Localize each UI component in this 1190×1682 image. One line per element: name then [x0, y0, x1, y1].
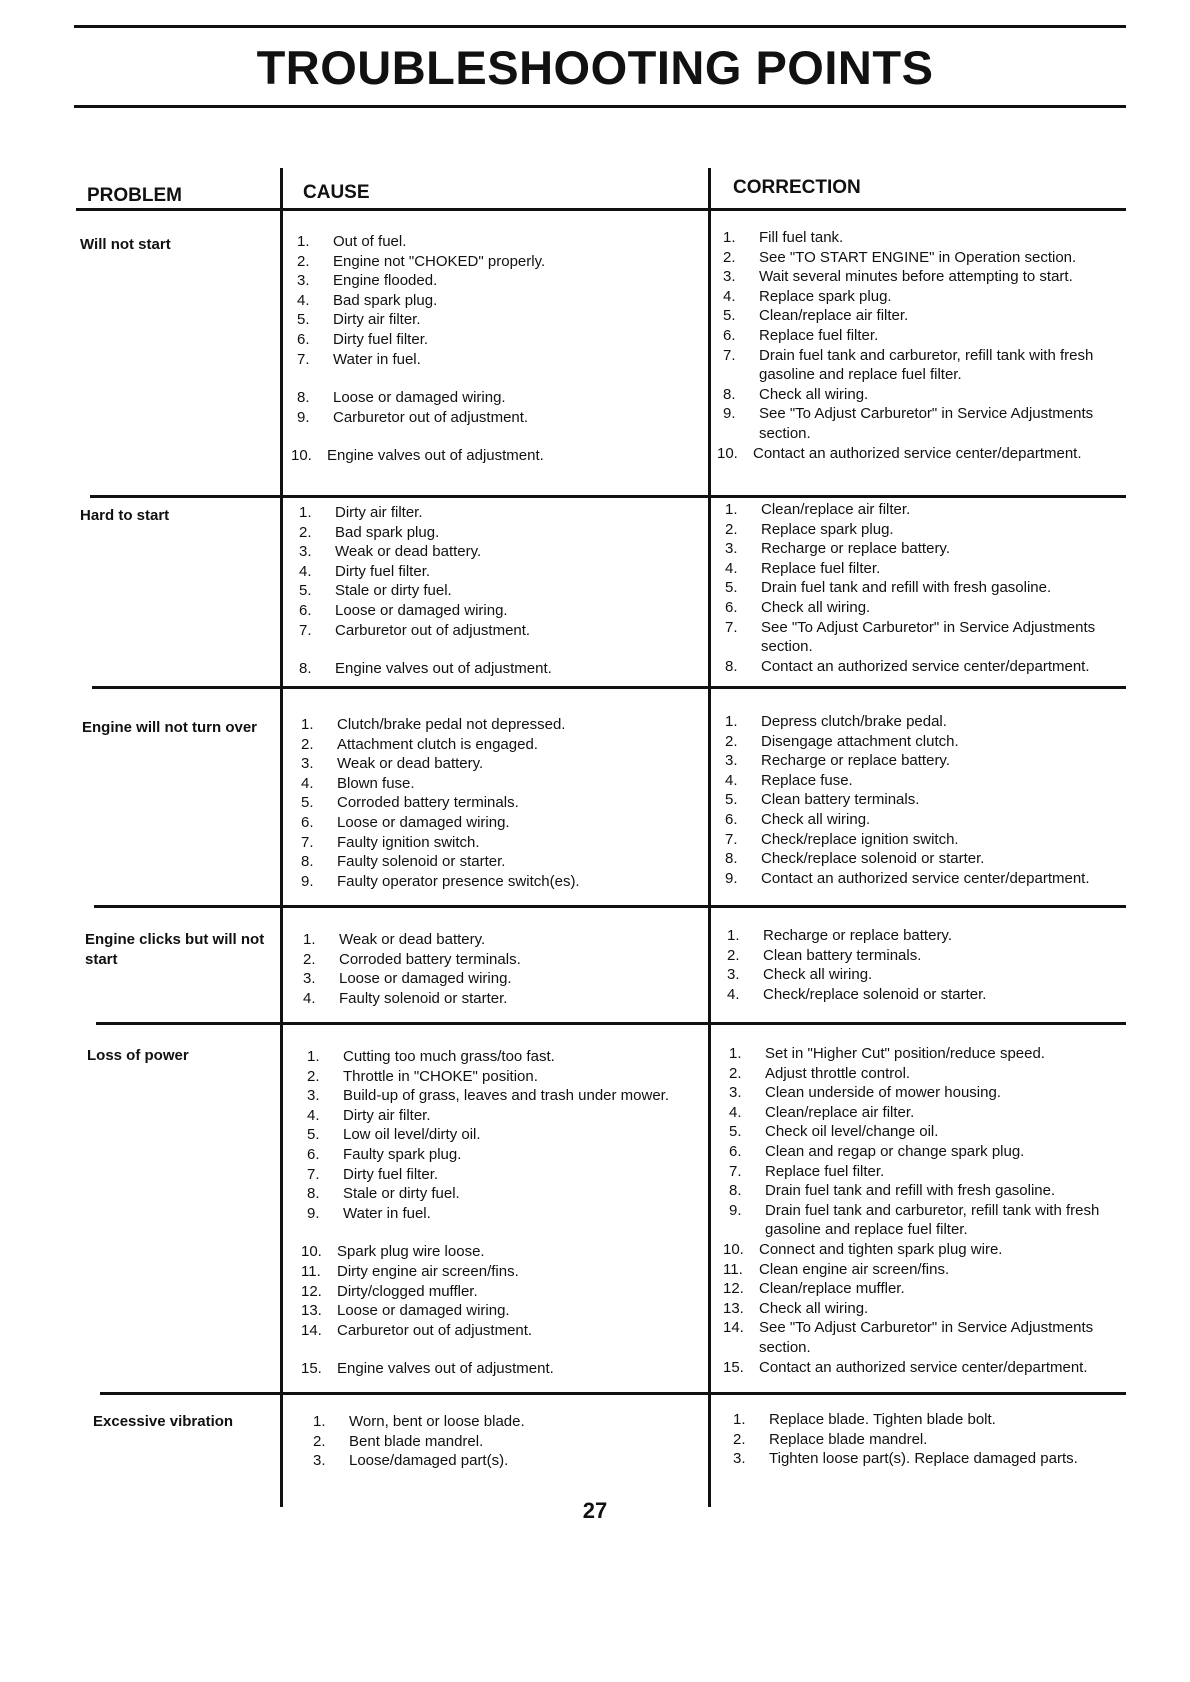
list-item: 3. Wait several minutes before attempting to start. [723, 268, 1073, 286]
list-item: 4. Faulty solenoid or starter. [303, 989, 508, 1007]
list-item: 15. Contact an authorized service center/department. [723, 1358, 1088, 1376]
list-item: 2. Disengage attachment clutch. [725, 732, 959, 750]
list-item: 15. Engine valves out of adjustment. [301, 1360, 554, 1378]
list-item: 10. Connect and tighten spark plug wire. [723, 1240, 1003, 1258]
list-item: 11. Dirty engine air screen/fins. [301, 1262, 519, 1280]
section-divider [100, 1392, 1126, 1395]
list-item: 13. Loose or damaged wiring. [301, 1302, 510, 1320]
list-item: 5. Corroded battery terminals. [301, 794, 519, 812]
list-item: 2. Adjust throttle control. [729, 1064, 911, 1082]
list-item: 1. Cutting too much grass/too fast. [307, 1048, 555, 1065]
list-item: 8. Contact an authorized service center/department. [725, 657, 1090, 675]
problem-label: Engine will not turn over [82, 719, 258, 736]
list-item: 1. Set in "Higher Cut" position/reduce speed. [729, 1045, 1045, 1062]
section-divider [90, 495, 1126, 498]
list-item: 8. Check/replace solenoid or starter. [725, 850, 985, 868]
section-divider [96, 1022, 1126, 1025]
list-item: 5. Stale or dirty fuel. [299, 582, 452, 600]
problem-label: Loss of power [87, 1047, 189, 1064]
list-item: 3. Clean underside of mower housing. [729, 1084, 1001, 1102]
list-item: 1. Clean/replace air filter. [725, 501, 911, 518]
list-item: 3. Loose or damaged wiring. [303, 970, 512, 988]
list-item: 9. Water in fuel. [307, 1204, 431, 1222]
list-item: 2. Replace blade mandrel. [733, 1430, 928, 1448]
section-divider [94, 905, 1126, 908]
list-item: 2. Engine not "CHOKED" properly. [297, 252, 546, 270]
list-item: 2. Attachment clutch is engaged. [301, 735, 538, 753]
cause-list [313, 1412, 703, 1471]
list-item: 12. Clean/replace muffler. [723, 1280, 905, 1298]
list-item: 8. Faulty solenoid or starter. [301, 853, 506, 871]
list-item: 11. Clean engine air screen/fins. [723, 1260, 950, 1278]
list-item: 5. Drain fuel tank and refill with fresh gasoline. [725, 579, 1052, 597]
list-item: 10. Engine valves out of adjustment. [291, 447, 544, 465]
list-item: 8. Check all wiring. [723, 385, 869, 403]
list-item: 3. Weak or dead battery. [301, 755, 484, 773]
list-item: 3. Recharge or replace battery. [725, 540, 950, 558]
list-item: 8. Stale or dirty fuel. [307, 1185, 460, 1203]
cause-list [299, 503, 699, 679]
list-item: 7. See "To Adjust Carburetor" in Service Adjustments section. [725, 618, 1096, 656]
list-item: 5. Clean battery terminals. [725, 791, 920, 809]
correction-list [723, 1044, 1126, 1377]
problem-label: Will not start [80, 236, 171, 253]
list-item: 1. Dirty air filter. [299, 504, 423, 521]
list-item: 4. Replace fuel filter. [725, 559, 881, 577]
correction-list [727, 926, 1127, 1004]
list-item: 8. Drain fuel tank and refill with fresh gasoline. [729, 1182, 1056, 1200]
header-problem: PROBLEM [87, 185, 182, 206]
list-item: 6. Dirty fuel filter. [297, 330, 429, 348]
list-item: 9. Carburetor out of adjustment. [297, 408, 529, 426]
divider-correction-left [708, 168, 711, 1507]
list-item: 1. Fill fuel tank. [723, 229, 844, 246]
list-item: 14. See "To Adjust Carburetor" in Service Adjustments section. [723, 1319, 1094, 1356]
list-item: 7. Replace fuel filter. [729, 1162, 885, 1180]
list-item: 7. Carburetor out of adjustment. [299, 621, 531, 639]
header-correction: CORRECTION [733, 177, 861, 198]
list-item: 13. Check all wiring. [723, 1299, 869, 1317]
list-item: 4. Dirty air filter. [307, 1106, 431, 1124]
list-item: 3. Check all wiring. [727, 966, 873, 984]
problem-label: Excessive vibration [93, 1413, 234, 1430]
list-item: 1. Replace blade. Tighten blade bolt. [733, 1411, 996, 1428]
list-item: 6. Check all wiring. [725, 598, 871, 616]
list-item: 6. Faulty spark plug. [307, 1145, 462, 1163]
list-item: 5. Dirty air filter. [297, 311, 421, 329]
list-item: 4. Replace spark plug. [723, 287, 892, 305]
list-item: 8. Engine valves out of adjustment. [299, 660, 552, 678]
list-item: 5. Check oil level/change oil. [729, 1123, 939, 1141]
list-item: 9. Contact an authorized service center/department. [725, 869, 1090, 887]
list-item: 7. Dirty fuel filter. [307, 1165, 439, 1183]
list-item: 10. Spark plug wire loose. [301, 1243, 485, 1261]
problem-label: Hard to start [80, 507, 170, 524]
problem-label: Engine clicks but will not start [85, 931, 265, 968]
list-item: 3. Weak or dead battery. [299, 543, 482, 561]
list-item: 6. Clean and regap or change spark plug. [729, 1142, 1025, 1160]
list-item: 7. Faulty ignition switch. [301, 833, 480, 851]
list-item: 2. Bent blade mandrel. [313, 1432, 484, 1450]
list-item: 1. Recharge or replace battery. [727, 927, 952, 944]
page-title: TROUBLESHOOTING POINTS [256, 41, 934, 94]
list-item: 6. Replace fuel filter. [723, 326, 879, 344]
list-item: 2. Replace spark plug. [725, 520, 894, 538]
list-item: 14. Carburetor out of adjustment. [301, 1321, 533, 1339]
list-item: 9. See "To Adjust Carburetor" in Service Adjustments section. [723, 405, 1094, 442]
section-divider [92, 686, 1126, 689]
divider-cause-left [280, 168, 283, 1507]
header-underline [76, 208, 1126, 211]
list-item: 3. Recharge or replace battery. [725, 752, 950, 770]
list-item: 3. Engine flooded. [297, 272, 438, 290]
list-item: 3. Tighten loose part(s). Replace damaged parts. [733, 1450, 1078, 1468]
list-item: 6. Loose or damaged wiring. [301, 813, 510, 831]
list-item: 12. Dirty/clogged muffler. [301, 1282, 478, 1300]
correction-list [725, 500, 1125, 676]
list-item: 9. Faulty operator presence switch(es). [301, 872, 580, 890]
list-item: 7. Water in fuel. [297, 350, 421, 368]
list-item: 2. Throttle in "CHOKE" position. [307, 1067, 538, 1085]
list-item: 7. Drain fuel tank and carburetor, refill tank with fresh gasoline and replace fuel filter. [723, 346, 1094, 384]
list-item: 5. Clean/replace air filter. [723, 307, 909, 325]
list-item: 2. Corroded battery terminals. [303, 950, 521, 968]
list-item: 8. Loose or damaged wiring. [297, 389, 506, 407]
list-item: 4. Replace fuse. [725, 771, 853, 789]
list-item: 2. Clean battery terminals. [727, 946, 922, 964]
correction-list [733, 1410, 1126, 1469]
list-item: 1. Weak or dead battery. [303, 931, 486, 948]
list-item: 4. Bad spark plug. [297, 291, 438, 309]
page-number: 27 [582, 1498, 608, 1523]
list-item: 4. Dirty fuel filter. [299, 562, 431, 580]
header-cause: CAUSE [303, 182, 370, 203]
list-item: 2. See "TO START ENGINE" in Operation section. [723, 248, 1077, 266]
list-item: 3. Loose/damaged part(s). [313, 1452, 509, 1470]
list-item: 4. Clean/replace air filter. [729, 1103, 915, 1121]
title-top-rule [74, 25, 1126, 28]
list-item: 6. Loose or damaged wiring. [299, 601, 508, 619]
list-item: 1. Out of fuel. [297, 233, 407, 250]
list-item: 5. Low oil level/dirty oil. [307, 1126, 481, 1144]
list-item: 3. Build-up of grass, leaves and trash under mower. [307, 1087, 670, 1105]
cause-list [303, 930, 703, 1008]
list-item: 7. Check/replace ignition switch. [725, 830, 959, 848]
correction-list [725, 712, 1125, 888]
correction-list [717, 228, 1123, 463]
list-item: 2. Bad spark plug. [299, 523, 440, 541]
list-item: 1. Worn, bent or loose blade. [313, 1413, 525, 1430]
list-item: 4. Blown fuse. [301, 774, 415, 792]
list-item: 1. Clutch/brake pedal not depressed. [301, 716, 566, 733]
list-item: 9. Drain fuel tank and carburetor, refill tank with fresh gasoline and replace fuel filter. [729, 1201, 1100, 1239]
cause-list [291, 232, 697, 466]
list-item: 6. Check all wiring. [725, 810, 871, 828]
cause-list [301, 1047, 702, 1379]
list-item: 10. Contact an authorized service center/department. [717, 444, 1082, 462]
list-item: 1. Depress clutch/brake pedal. [725, 713, 947, 730]
title-bottom-rule [74, 105, 1126, 108]
list-item: 4. Check/replace solenoid or starter. [727, 985, 987, 1003]
cause-list [301, 715, 701, 891]
